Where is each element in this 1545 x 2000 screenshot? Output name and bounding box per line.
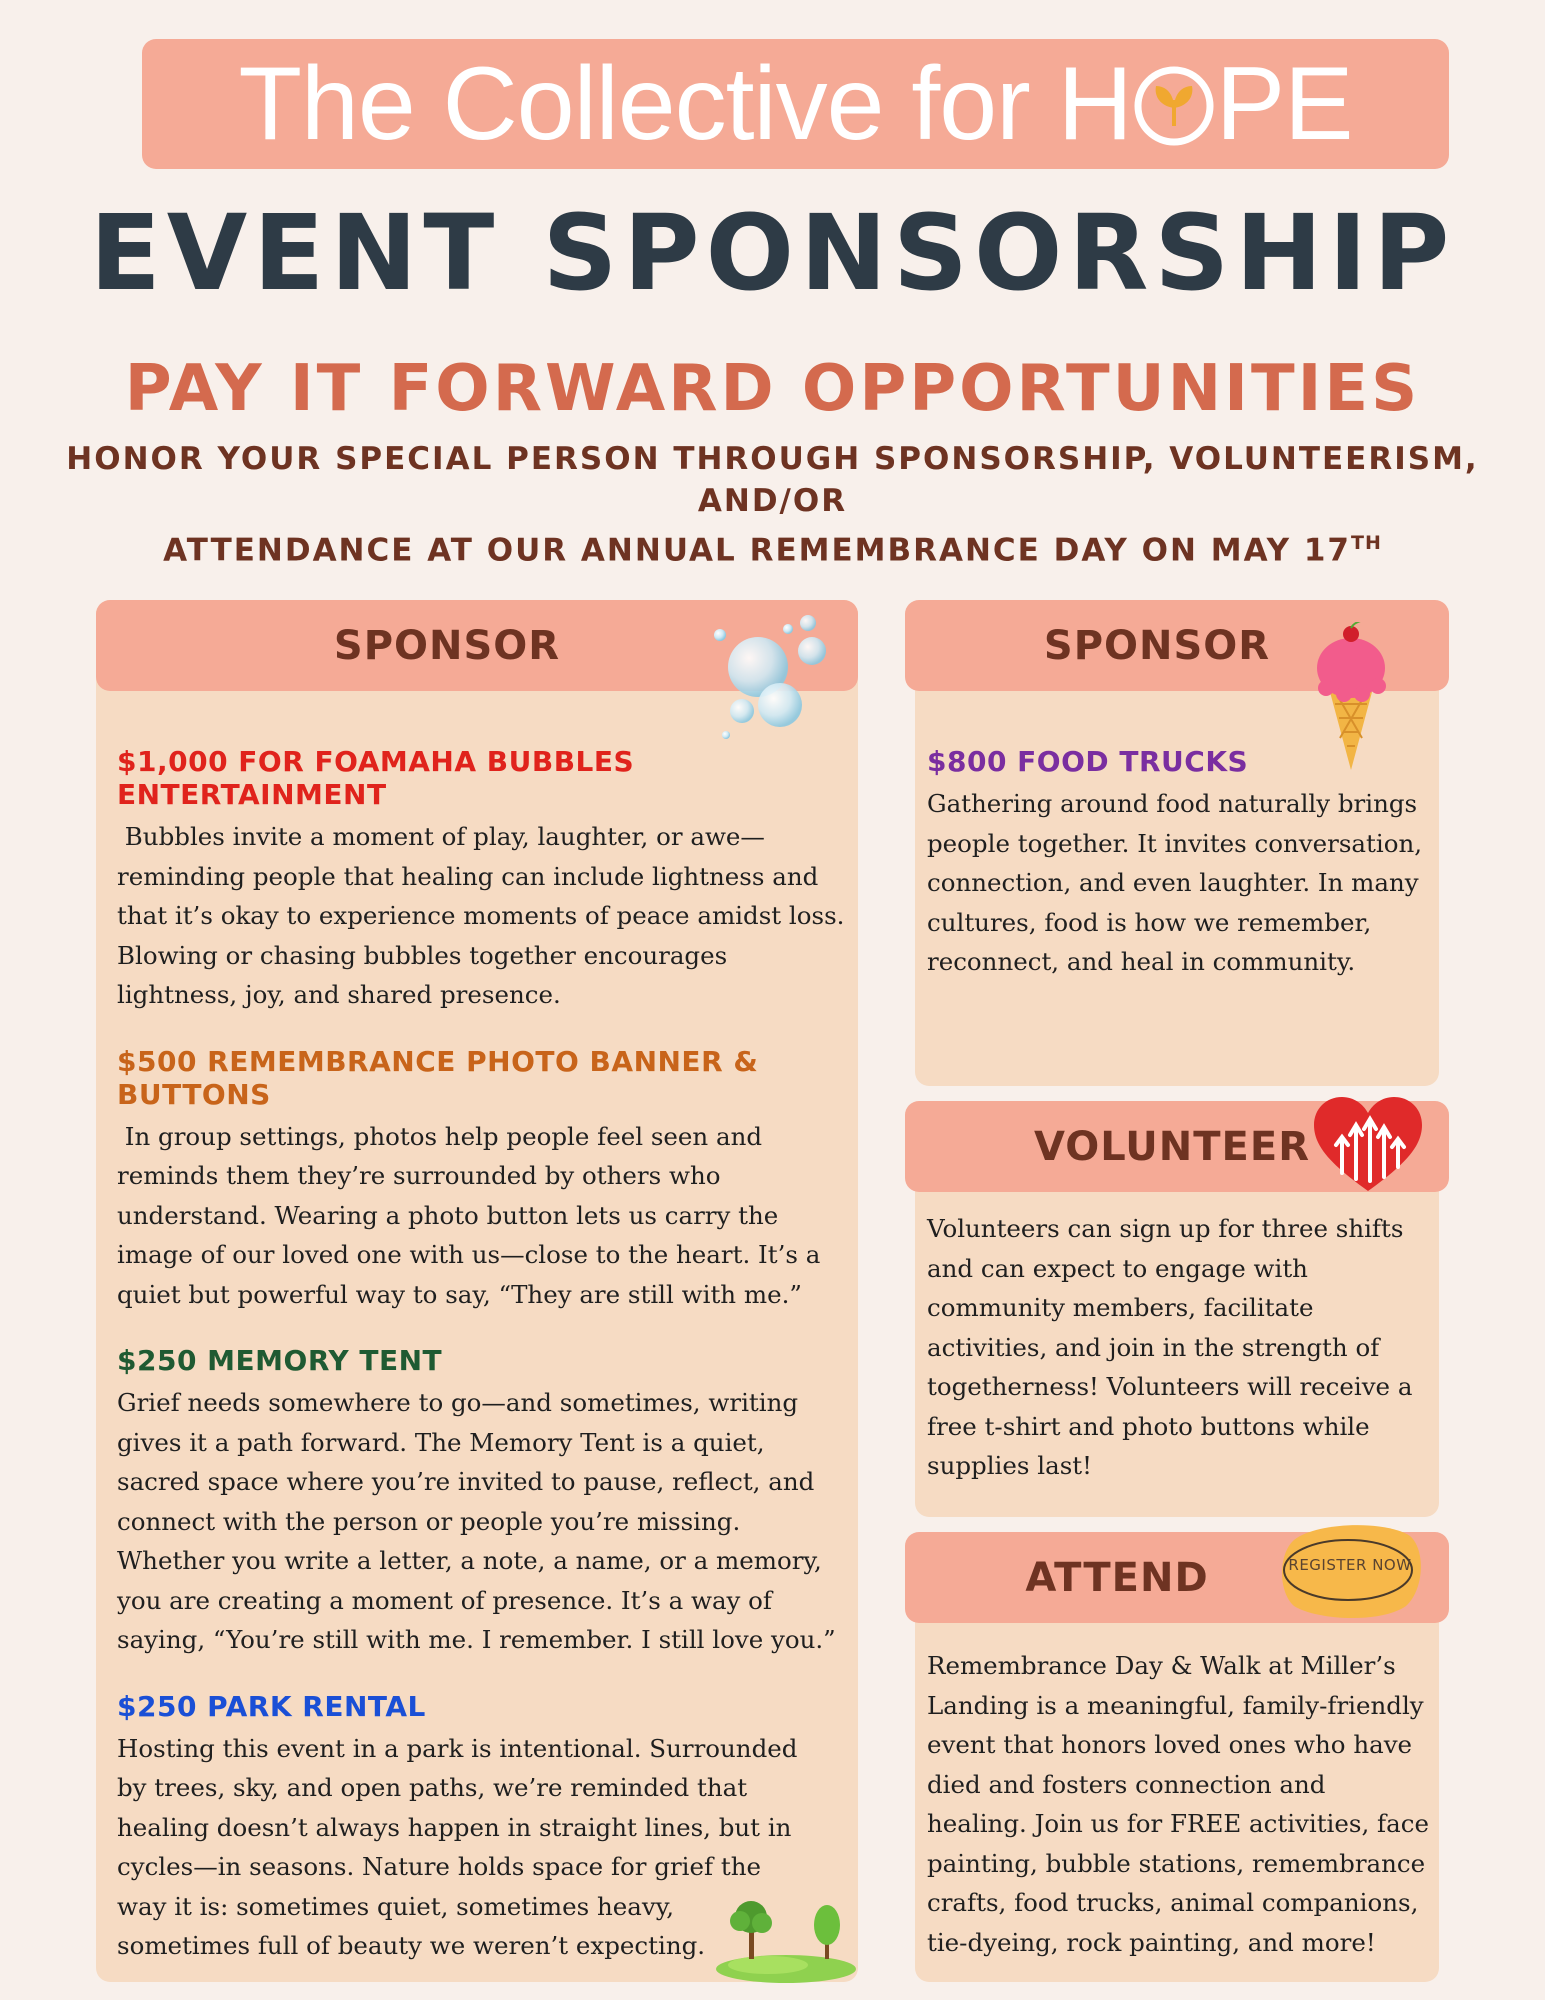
volunteer-content [927, 1209, 1432, 1486]
sponsor-item-title: $500 REMEMBRANCE PHOTO BANNER & BUTTONS [117, 1044, 759, 1111]
register-now-label: REGISTER NOW [1288, 1556, 1412, 1574]
volunteer-text: Volunteers can sign up for three shifts and can expect to engage with community members, facilitate activities, and join in the strength of togetherness! Volunteers will receive a free t-shirt and photo buttons while supplies last! [927, 1214, 1413, 1480]
brand-banner [142, 39, 1449, 169]
left-sponsor-items [117, 745, 847, 1996]
attend-content [927, 1646, 1432, 1962]
tagline-line-1: HONOR YOUR SPECIAL PERSON THROUGH SPONSORSHIP, VOLUNTEERISM, AND/OR [66, 441, 1479, 519]
volunteer-heading-label: VOLUNTEER [1033, 1123, 1310, 1170]
bubbles-icon [700, 605, 840, 745]
tagline-line-2: ATTENDANCE AT OUR ANNUAL REMEMBRANCE DAY ON MAY 17TH [163, 532, 1382, 569]
page-title: EVENT SPONSORSHIP [89, 192, 1456, 314]
brand-suffix: PE [1215, 45, 1353, 162]
sponsor-item-text: In group settings, photos help people feel seen and reminds them they’re surrounded by others who understand. Wearing a photo button lets us carry the image of our loved one with us—close to the heart. It’s a quiet but powerful way to say, “They are still with me.” [117, 1121, 821, 1309]
tagline [10, 438, 1535, 571]
sponsor-item-text: Hosting this event in a park is intentional. Surrounded by trees, sky, and open paths, we’re reminded that healing doesn’t always happen in straight lines, but in cycles—in seasons. Nature holds space for grief the way it is: sometimes quiet, sometimes heavy, sometimes full of beauty we weren’t expecting. [117, 1733, 798, 1960]
left-sponsor-heading-label: SPONSOR [333, 622, 561, 669]
sponsor-item [117, 745, 847, 1015]
brand-logo [239, 45, 1353, 164]
right-sponsor-content [927, 745, 1432, 982]
sponsor-item-title: $800 FOOD TRUCKS [927, 745, 1249, 778]
sponsor-item [117, 1045, 847, 1315]
attend-heading-label: ATTEND [1025, 1554, 1209, 1601]
page-subtitle: PAY IT FORWARD OPPORTUNITIES [124, 352, 1421, 426]
leaf-hope-icon [1130, 60, 1218, 148]
sponsor-item [117, 1344, 847, 1660]
sponsor-item-title: $250 PARK RENTAL [117, 1689, 426, 1723]
attend-text: Remembrance Day & Walk at Miller’s Landing is a meaningful, family-friendly event that honors loved ones who have died and fosters connection and healing. Join us for FREE activities, face painting, bubble stations, remembrance crafts, food trucks, animal companions, tie-dyeing, rock painting, and more! [927, 1651, 1429, 1957]
sponsor-item-title: $1,000 FOR FOAMAHA BUBBLES ENTERTAINMENT [117, 745, 635, 811]
heart-hands-icon [1312, 1095, 1424, 1195]
sponsor-item-text: Grief needs somewhere to go—and sometimes, writing gives it a path forward. The Memory Tent is a quiet, sacred space where you’re invited to pause, reflect, and connect with the person or people you’re missing. Whether you write a letter, a note, a name, or a memory, you are creating a moment of presence. It’s a way of saying, “You’re still with me. I remember. I still love you.” [117, 1388, 836, 1654]
sponsor-item-title: $250 MEMORY TENT [117, 1344, 443, 1377]
register-now-button[interactable] [1276, 1520, 1424, 1620]
brand-prefix: The Collective for H [238, 45, 1132, 162]
sponsor-item-text: Bubbles invite a moment of play, laughter, or awe— reminding people that healing can include lightness and that it’s okay to experience moments of peace amidst loss. Blowing or chasing bubbles together encourages lightness, joy, and shared presence. [117, 822, 845, 1009]
sponsor-item-text: Gathering around food naturally brings people together. It invites conversation, connection, and even laughter. In many cultures, food is how we remember, reconnect, and heal in community. [927, 789, 1423, 976]
right-sponsor-heading-label: SPONSOR [1043, 622, 1271, 669]
park-trees-icon [708, 1895, 858, 1985]
tagline-superscript: TH [1351, 532, 1382, 554]
